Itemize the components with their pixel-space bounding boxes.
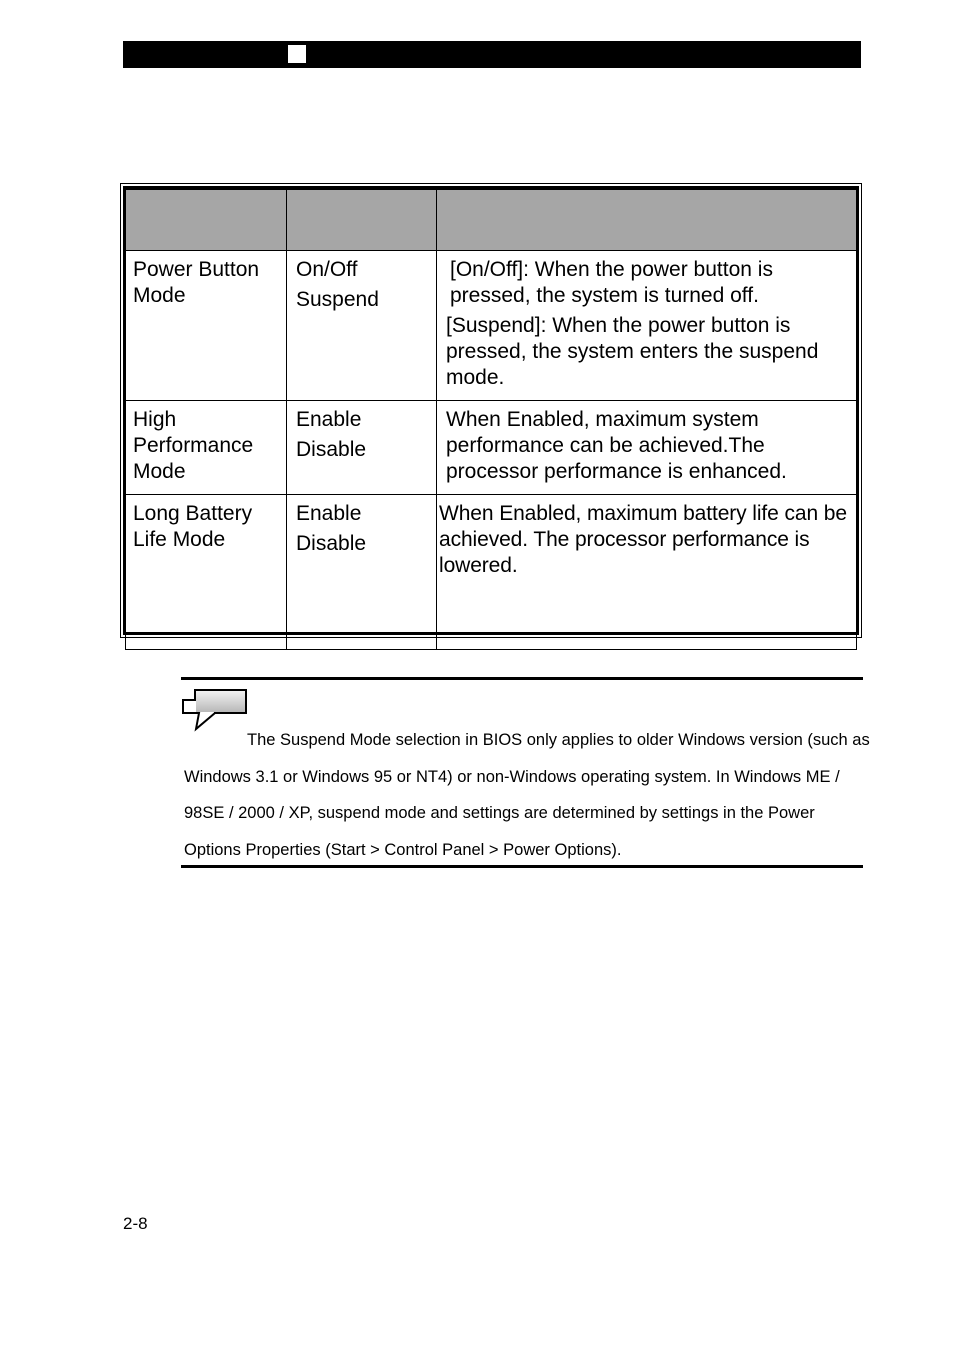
header-square-marker	[288, 45, 306, 63]
setting-options	[287, 495, 437, 650]
option-value: Enable	[296, 408, 362, 431]
note-bottom-rule	[181, 865, 863, 868]
table-row	[126, 401, 857, 495]
option-value: Disable	[296, 438, 367, 461]
table-row	[126, 495, 857, 650]
setting-description	[437, 495, 857, 650]
description-text: When Enabled, maximum battery life can be achieved. The processor performance is lowered.	[439, 502, 847, 577]
header-cell-options	[287, 190, 437, 251]
option-value: Suspend	[296, 288, 379, 311]
note-text: The Suspend Mode selection in BIOS only applies to older Windows version (such as Windows 3.1 or Windows 95 or NT4) or non-Windows operating system. In Windows ME / 98SE / 2000 / XP, suspend mode and settings are determined by settings in the Power Options Properties (Start > Control Panel > Power Options).	[184, 731, 870, 859]
setting-description	[437, 251, 857, 401]
option-value: Enable	[296, 502, 362, 525]
chapter-header-bar	[123, 41, 861, 68]
setting-description	[437, 401, 857, 495]
setting-name: Power Button Mode	[126, 251, 287, 401]
description-text: [Suspend]: When the power button is pressed, the system enters the suspend mode.	[446, 314, 819, 389]
setting-options	[287, 251, 437, 401]
setting-name: High Performance Mode	[126, 401, 287, 495]
header-cell-item	[126, 190, 287, 251]
description-text: [On/Off]: When the power button is pressed, the system is turned off.	[450, 258, 773, 307]
option-value: On/Off	[296, 258, 358, 281]
description-text: When Enabled, maximum system performance can be achieved.The processor performance is enhanced.	[446, 408, 787, 483]
table-header-row	[126, 190, 857, 251]
header-cell-description	[437, 190, 857, 251]
bios-settings-table	[125, 189, 857, 650]
setting-name: Long Battery Life Mode	[126, 495, 287, 650]
setting-options	[287, 401, 437, 495]
page-number: 2-8	[123, 1214, 148, 1233]
note-top-rule	[181, 677, 863, 680]
option-value: Disable	[296, 532, 367, 555]
table-row	[126, 251, 857, 401]
